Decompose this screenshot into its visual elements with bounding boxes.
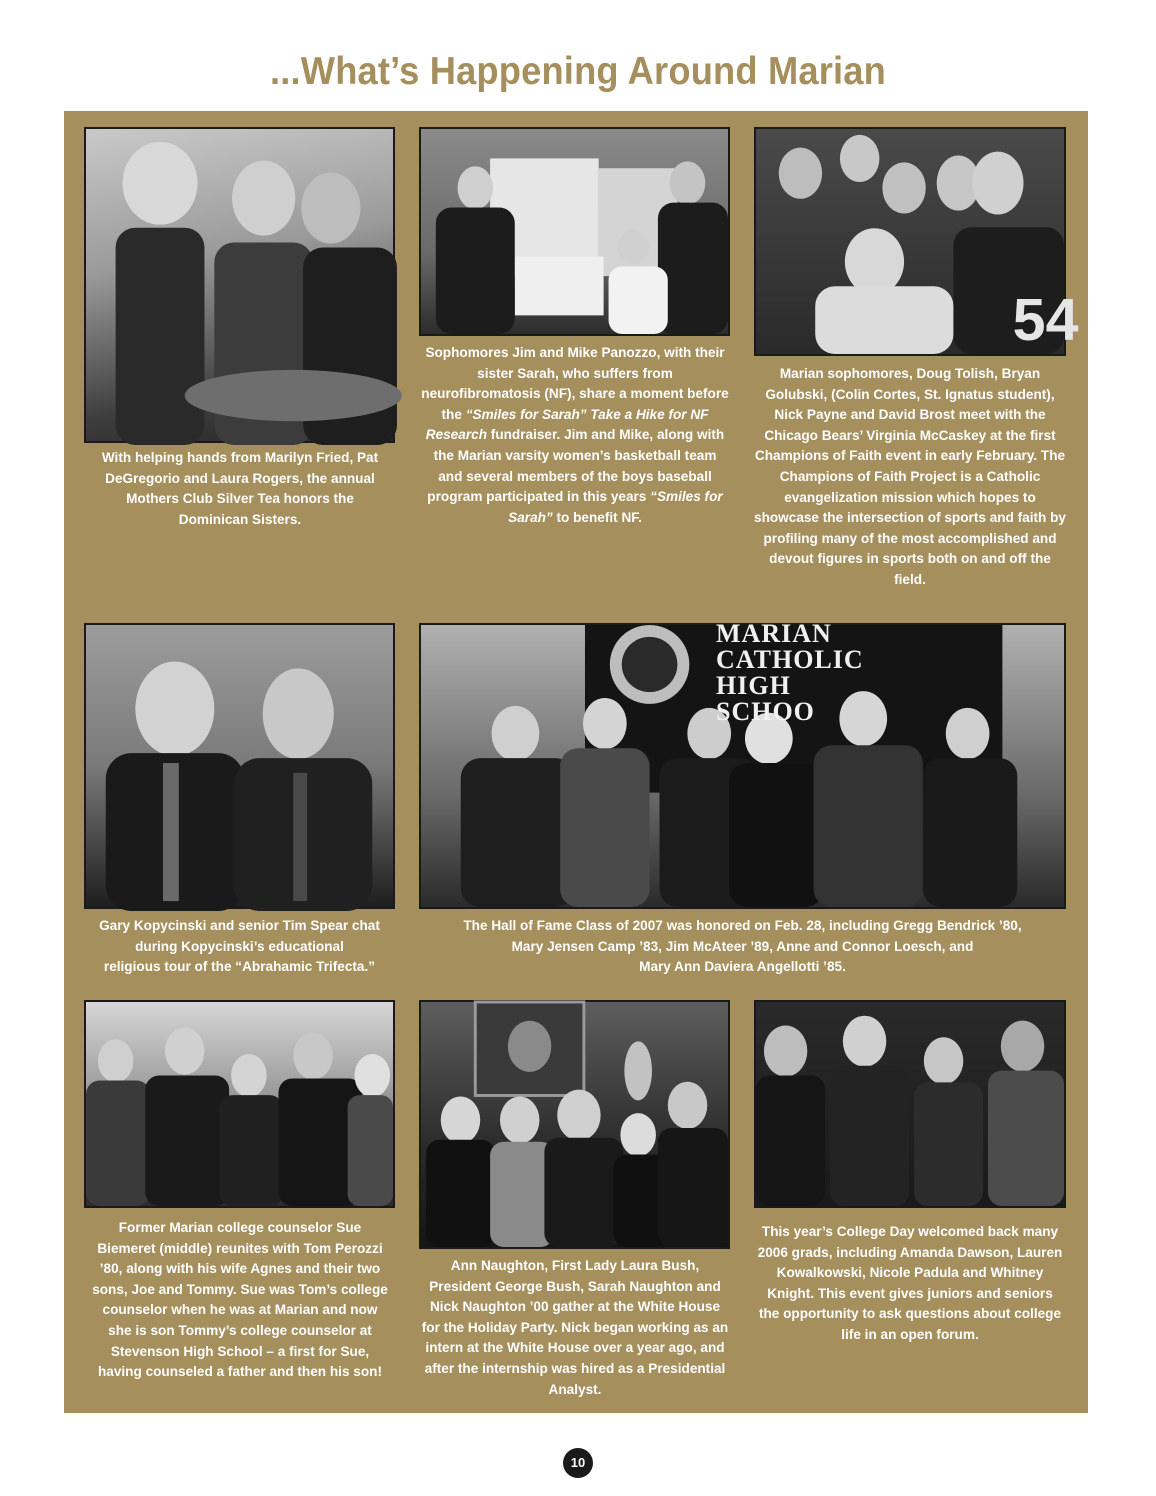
caption-hall-of-fame xyxy=(419,916,1066,978)
banner-school: SCHOO xyxy=(716,697,815,726)
caption-college-counselor: Former Marian college counselor Sue Biemeret (middle) reunites with Tom Perozzi ’80, along with his wife Agnes and their two sons, Joe and Tommy. Sue was Tom’s college counselor when he was at Marian and now she is son Tommy’s college counselor at Stevenson High School – a first for Sue, having counseled a father and then his son! xyxy=(92,1220,388,1380)
photo-champions-of-faith xyxy=(754,127,1079,356)
caption-abrahamic-trifecta xyxy=(84,916,395,978)
caption-silver-tea: With helping hands from Marilyn Fried, Pat DeGregorio and Laura Rogers, the annual Mothers Club Silver Tea honors the Dominican Sisters. xyxy=(101,450,379,527)
caption-smiles-event-short: “Smiles for Sarah” xyxy=(508,489,723,525)
banner-marian: MARIAN xyxy=(716,619,832,648)
caption-hof-line-2: Mary Jensen Camp ’83, Jim McAteer ’89, Anne and Connor Loesch, and xyxy=(511,938,974,954)
caption-smiles-part-1: Sophomores Jim and Mike Panozzo, with their sister Sarah, who suffers from neurofibromatosis (NF), share a moment before the xyxy=(421,345,729,422)
caption-hof-line-1: The Hall of Fame Class of 2007 was honored on Feb. 28, including Gregg Bendrick ’80, xyxy=(463,918,1022,933)
svg-text:54: 54 xyxy=(1012,287,1079,354)
photo-white-house xyxy=(419,1000,730,1249)
banner-catholic: CATHOLIC xyxy=(716,645,864,674)
photo-abrahamic-trifecta xyxy=(84,623,395,909)
page-number: 10 xyxy=(563,1448,593,1478)
caption-abrahamic-line-1: Gary Kopycinski and senior Tim Spear chat xyxy=(99,918,380,933)
photo-silver-tea xyxy=(84,127,395,443)
photo-college-counselor xyxy=(84,1000,395,1208)
caption-smiles-for-sarah xyxy=(421,343,729,528)
page-title: ...What’s Happening Around Marian xyxy=(269,50,887,93)
caption-smiles-event-name: “Smiles for Sarah” Take a Hike for NF Research xyxy=(425,406,709,443)
caption-smiles-part-2: fundraiser. Jim and Mike, along with the Marian varsity women’s basketball team and several members of the boys baseball program participated in this years xyxy=(427,427,725,505)
photo-hall-of-fame xyxy=(419,619,1066,909)
photo-smiles-for-sarah xyxy=(419,127,730,336)
caption-smiles-part-3: to benefit NF. xyxy=(552,509,642,525)
caption-college-day: This year’s College Day welcomed back many 2006 grads, including Amanda Dawson, Lauren Kowalkowski, Nicole Padula and Whitney Knight. This event gives juniors and seniors the opportunity to ask questions about college life in an open forum. xyxy=(757,1224,1063,1342)
caption-champions-of-faith: Marian sophomores, Doug Tolish, Bryan Golubski, (Colin Cortes, St. Ignatus student), Nick Payne and David Brost meet with the Chicago Bears’ Virginia McCaskey at the first Champions of Faith event in early February. The Champions of Faith Project is a Catholic evangelization mission which hopes to showcase the intersection of sports and faith by profiling many of the most accomplished and devout figures in sports both on and off the field. xyxy=(754,366,1066,587)
caption-abrahamic-line-3: religious tour of the “Abrahamic Trifecta.” xyxy=(103,959,376,975)
banner-high: HIGH xyxy=(716,671,791,700)
caption-white-house: Ann Naughton, First Lady Laura Bush, President George Bush, Sarah Naughton and Nick Naughton ’00 gather at the White House for the Holiday Party. Nick began working as an intern at the White House over a year ago, and after the internship was hired as a Presidential Analyst. xyxy=(421,1258,729,1397)
caption-abrahamic-line-2: during Kopycinski’s educational xyxy=(135,938,344,954)
photo-college-day xyxy=(754,1000,1066,1208)
caption-hof-line-3: Mary Ann Daviera Angellotti ’85. xyxy=(639,959,846,975)
